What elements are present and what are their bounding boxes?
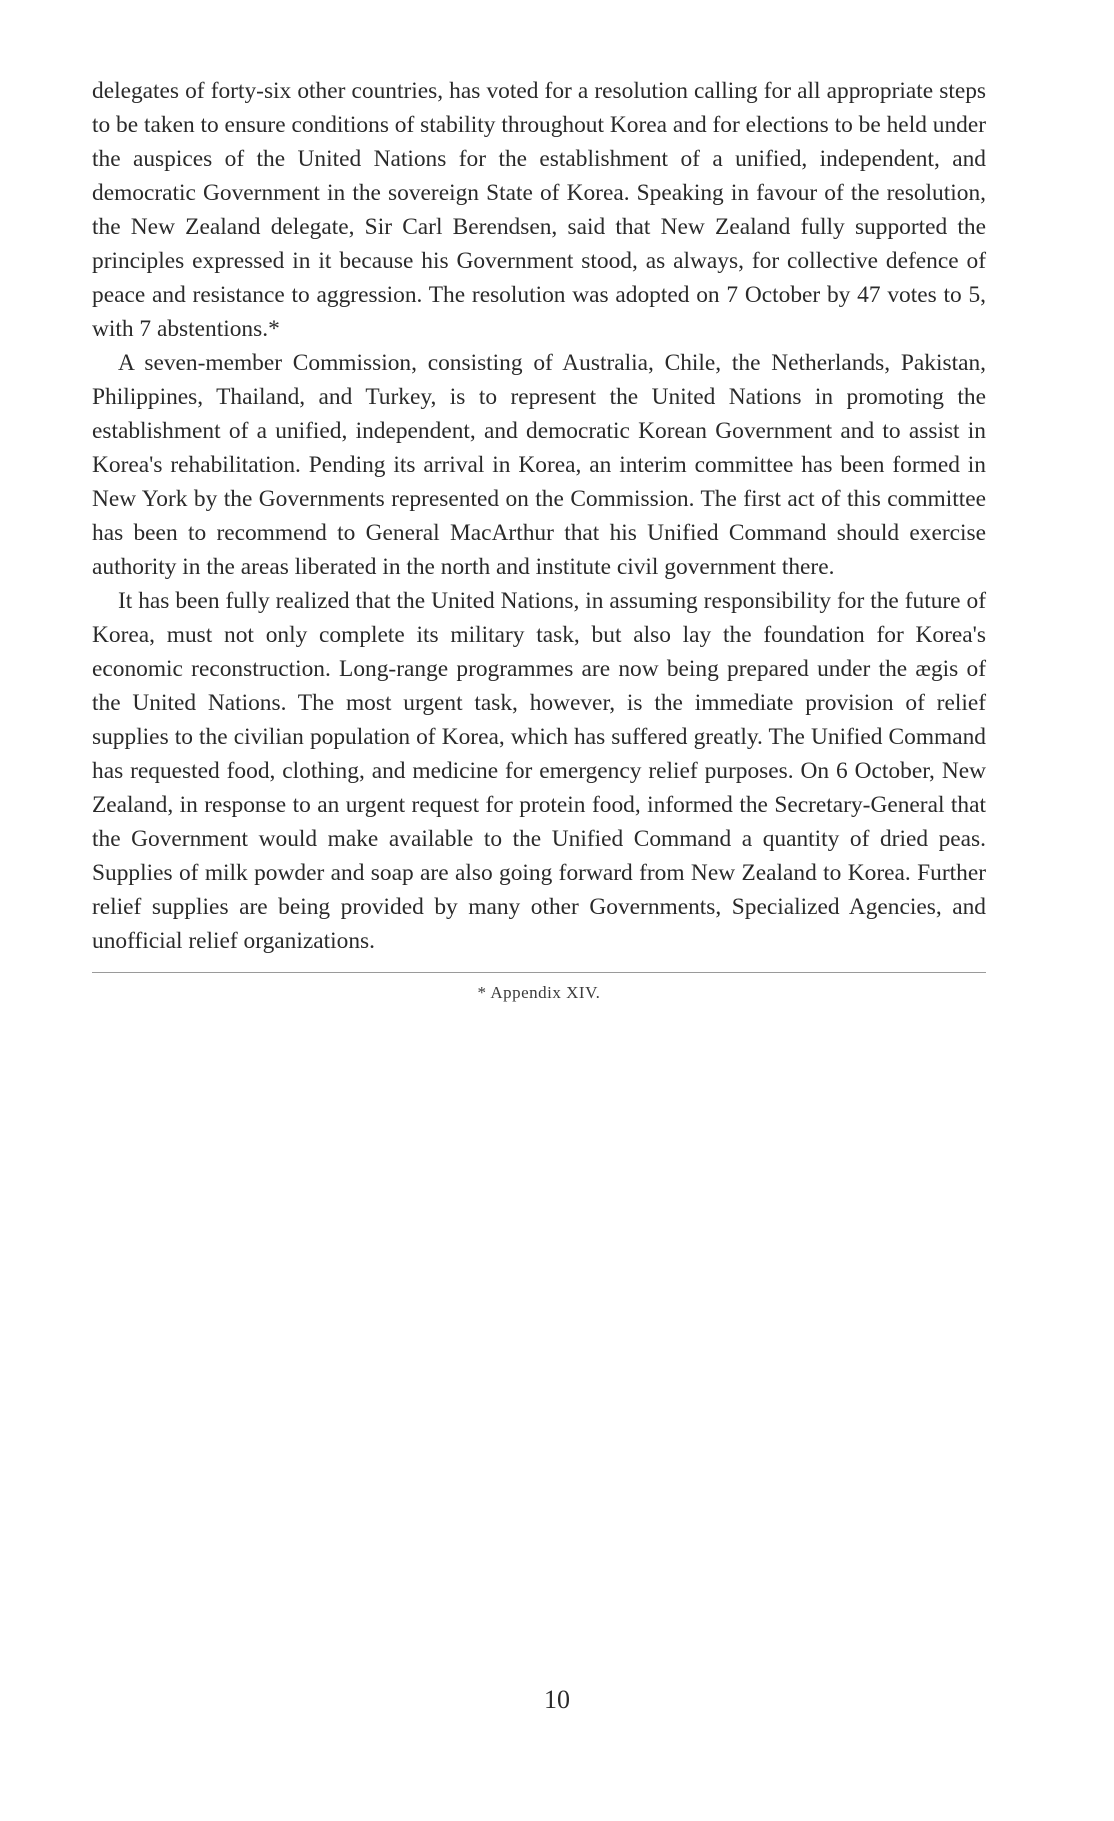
page-number: 10 <box>544 1685 570 1714</box>
page-body <box>92 74 986 1003</box>
paragraph-commission: A seven-member Commission, consisting of Australia, Chile, the Netherlands, Pakistan, Philippines, Thailand, and Turkey, is to represent the United Nations in promoting the establishment of a unified, independent, and democratic Korean Government and to assist in Korea's rehabilitation. Pending its arrival in Korea, an interim committee has been formed in New York by the Governments represented on the Commission. The first act of this committee has been to recommend to General MacArthur that his Unified Command should exercise authority in the areas liberated in the north and institute civil government there. <box>92 350 986 580</box>
footnote: * Appendix XIV. <box>477 983 601 1002</box>
footnote-divider <box>92 972 986 973</box>
paragraph-relief: It has been fully realized that the United Nations, in assuming responsibility for the future of Korea, must not only complete its military task, but also lay the foundation for Korea's economic reconstruction. Long-range programmes are now being prepared under the ægis of the United Nations. The most urgent task, however, is the immediate provision of relief supplies to the civilian population of Korea, which has suffered greatly. The Unified Command has requested food, clothing, and medicine for emergency relief purposes. On 6 October, New Zealand, in response to an urgent request for protein food, informed the Secretary-General that the Government would make available to the Unified Command a quantity of dried peas. Supplies of milk powder and soap are also going forward from New Zealand to Korea. Further relief supplies are being provided by many other Governments, Specialized Agencies, and unofficial relief organizations. <box>92 588 986 954</box>
paragraph-resolution: delegates of forty-six other countries, has voted for a resolution calling for all appropriate steps to be taken to ensure conditions of stability throughout Korea and for elections to be held under the auspices of the United Nations for the establishment of a unified, independent, and democratic Government in the sovereign State of Korea. Speaking in favour of the resolution, the New Zealand delegate, Sir Carl Berendsen, said that New Zealand fully supported the principles expressed in it because his Government stood, as always, for collective defence of peace and resistance to aggression. The resolution was adopted on 7 October by 47 votes to 5, with 7 abstentions.* <box>92 78 986 342</box>
